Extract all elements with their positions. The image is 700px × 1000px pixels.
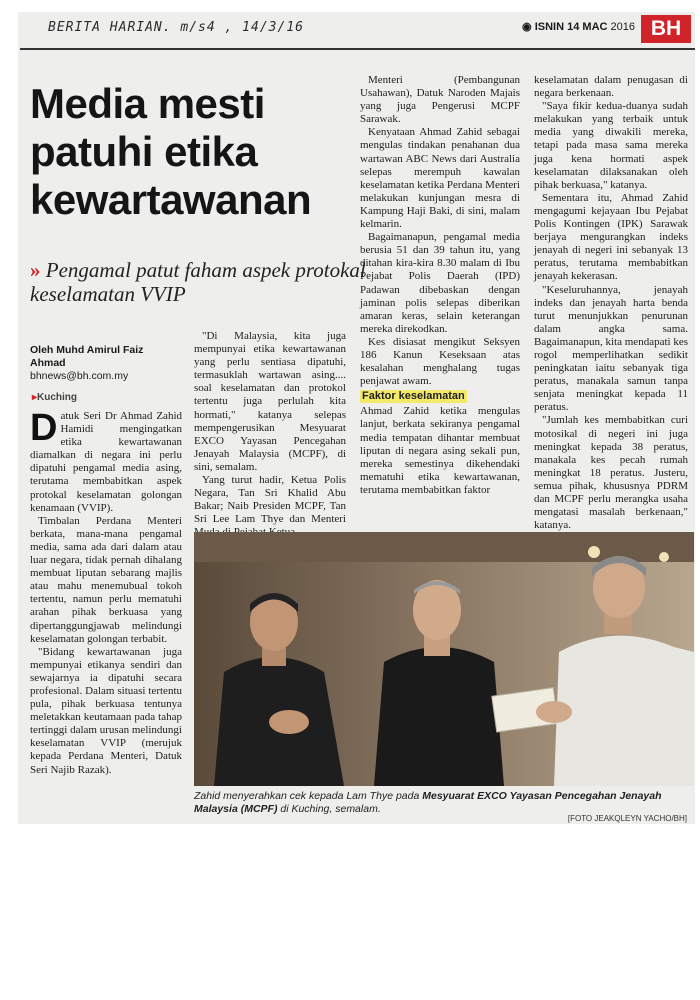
byline-email: bhnews@bh.com.my — [30, 370, 129, 382]
lead-paragraph: Datuk Seri Dr Ahmad Zahid Hamidi mengingatkan etika kewartawanan diamalkan di negara ini perlu dipatuhi pengamal media asing, terutama membabitkan aspek protokal keselamatan golongan kenamaan (VVIP). — [30, 407, 182, 514]
masthead-bar — [18, 12, 695, 52]
bh-logo: BH — [641, 15, 691, 43]
article-column-2 — [194, 330, 346, 540]
paragraph: keselamatan dalam penugasan di negara berkenaan. — [534, 74, 688, 100]
photo-caption: Zahid menyerahkan cek kepada Lam Thye pada Mesyuarat EXCO Yayasan Pencegahan Jenayah Malaysia (MCPF) di Kuching, semalam. — [194, 790, 662, 815]
paragraph: "Keseluruhannya, jenayah indeks dan jenayah harta benda turut menunjukkan penurunan dalam angka sama. Bagaimanapun, kita mendapati kes rogol memperlihatkan sedikit peningkatan iaitu sebanyak tiga peratus, manakala samun tanpa senjata meningkat kepada 11 peratus. — [534, 283, 688, 414]
deck — [30, 258, 375, 306]
deck-text: Pengamal patut faham aspek protokal keselamatan VVIP — [30, 258, 366, 306]
article-column-3 — [360, 74, 520, 497]
issue-date — [522, 20, 635, 33]
handwritten-note: BERITA HARIAN. m/s4 , 14/3/16 — [48, 20, 304, 35]
paragraph: Bagaimanapun, pengamal media berusia 51 dan 39 tahun itu, yang ditahan kira-kira 8.30 malam di Ibu Pejabat Polis Daerah (IPD) Padawan dibebaskan dengan jaminan polis selepas diberikan amaran keras, selain keterangan mereka direkodkan. — [360, 231, 520, 335]
issue-date-text: 14 MAC — [567, 21, 608, 33]
paragraph: "Saya fikir kedua-duanya sudah melakukan yang terbaik untuk media yang diwakili mereka, tetapi pada masa sama mereka juga kena hormati aspek keselamatan dilaksanakan oleh pihak berkuasa," katanya. — [534, 100, 688, 191]
byline-author: Oleh Muhd Amirul Faiz Ahmad — [30, 344, 144, 369]
paragraph: "Bidang kewartawanan juga mempunyai etikanya sendiri dan sewajarnya ia dipatuhi secara profesional. Dalam situasi tertentu pula, pihak berkuasa tentunya meletakkan keutamaan pada tahap tertinggi dalam urusan melindungi keselamatan VVIP (merujuk kepada Perdana Menteri, Datuk Seri Najib Razak). — [30, 645, 182, 776]
dateline: ▸ Kuching — [32, 392, 77, 403]
photo-credit: [FOTO JEAKQLEYN YACHO/BH] — [567, 814, 687, 823]
news-photo — [194, 532, 694, 786]
paragraph: Menteri (Pembangunan Usahawan), Datuk Naroden Majais yang juga Pengerusi MCPF Sarawak. — [360, 74, 520, 126]
date-bullet-icon: ◉ — [522, 21, 532, 33]
paragraph: Sementara itu, Ahmad Zahid mengagumi kejayaan Ibu Pejabat Polis Kontingen (IPK) Sarawak berjaya mengurangkan indeks jenayah di negeri ini sebanyak 13 peratus, terutama membabitkan jenayah kekerasan. — [534, 191, 688, 283]
newspaper-clipping — [18, 12, 695, 824]
headline: Media mesti patuhi etika kewartawanan — [30, 80, 312, 223]
paragraph: Kes disiasat mengikut Seksyen 186 Kanun Keseksaan atas kesalahan menghalang tugas penjawat awam. — [360, 335, 520, 388]
paragraph: Yang turut hadir, Ketua Polis Negara, Tan Sri Khalid Abu Bakar; Naib Presiden MCPF, Tan Sri Lee Lam Thye dan Menteri — [194, 474, 346, 526]
chevron-icon: » — [30, 258, 41, 282]
photo-illustration — [194, 532, 694, 786]
paragraph: Timbalan Perdana Menteri berkata, mana-mana pengamal media, sama ada dari dalam atau luar negara, tidak pernah dihalang membuat liputan sebarang majlis atau mahu menemubual tokoh tertentu, namun perlu mematuhi arahan pihak berkuasa yang dipertanggungjawab melindungi keselamatan golongan terbabit. — [30, 514, 182, 645]
drop-cap: D — [30, 407, 58, 449]
issue-year: 2016 — [610, 21, 635, 33]
article-column-4 — [534, 74, 688, 532]
byline — [30, 344, 170, 383]
masthead-rule — [20, 48, 695, 50]
caption-bold: Mesyuarat EXCO Yayasan Pencegahan Jenayah Malaysia (MCPF) — [194, 790, 662, 815]
paragraph: Ahmad Zahid ketika mengulas lanjut, berkata sekiranya pengamal media tempatan dihantar membuat liputan di negara asing sekali pun, mereka semestinya dikehendaki mematuhi etika kewartawanan, terutama membabitkan faktor — [360, 405, 520, 496]
paragraph: "Di Malaysia, kita juga mempunyai etika kewartawanan yang perlu sentiasa dipatuhi, termasuklah wartawan asing.... soal keselamatan dan protokol tertentu juga perlulah kita hormati," katanya selepas mempengerusikan Mesyuarat EXCO Yayasan Pencegahan Jenayah Malaysia (MCPF), di sini, semalam. — [194, 330, 346, 473]
subheading: Faktor keselamatan — [362, 390, 465, 403]
paragraph: "Jumlah kes membabitkan curi motosikal di negeri ini juga meningkat kepada 38 peratus, manakala kes pecah rumah meningkat 18 peratus. Justeru, semua pihak, khususnya PDRM dan MCPF perlu merangka usaha mengatasi masalah berkenaan," katanya. — [534, 414, 688, 532]
paragraph: Kenyataan Ahmad Zahid sebagai mengulas tindakan penahanan dua wartawan ABC News dari Australia selepas merempuh kawalan keselamatan ketika Perdana Menteri melakukan kunjungan mesra di Kampung Haji Baki, di sini, malam kelmarin. — [360, 126, 520, 231]
issue-day: ISNIN — [534, 21, 565, 33]
article-column-1 — [30, 407, 182, 777]
